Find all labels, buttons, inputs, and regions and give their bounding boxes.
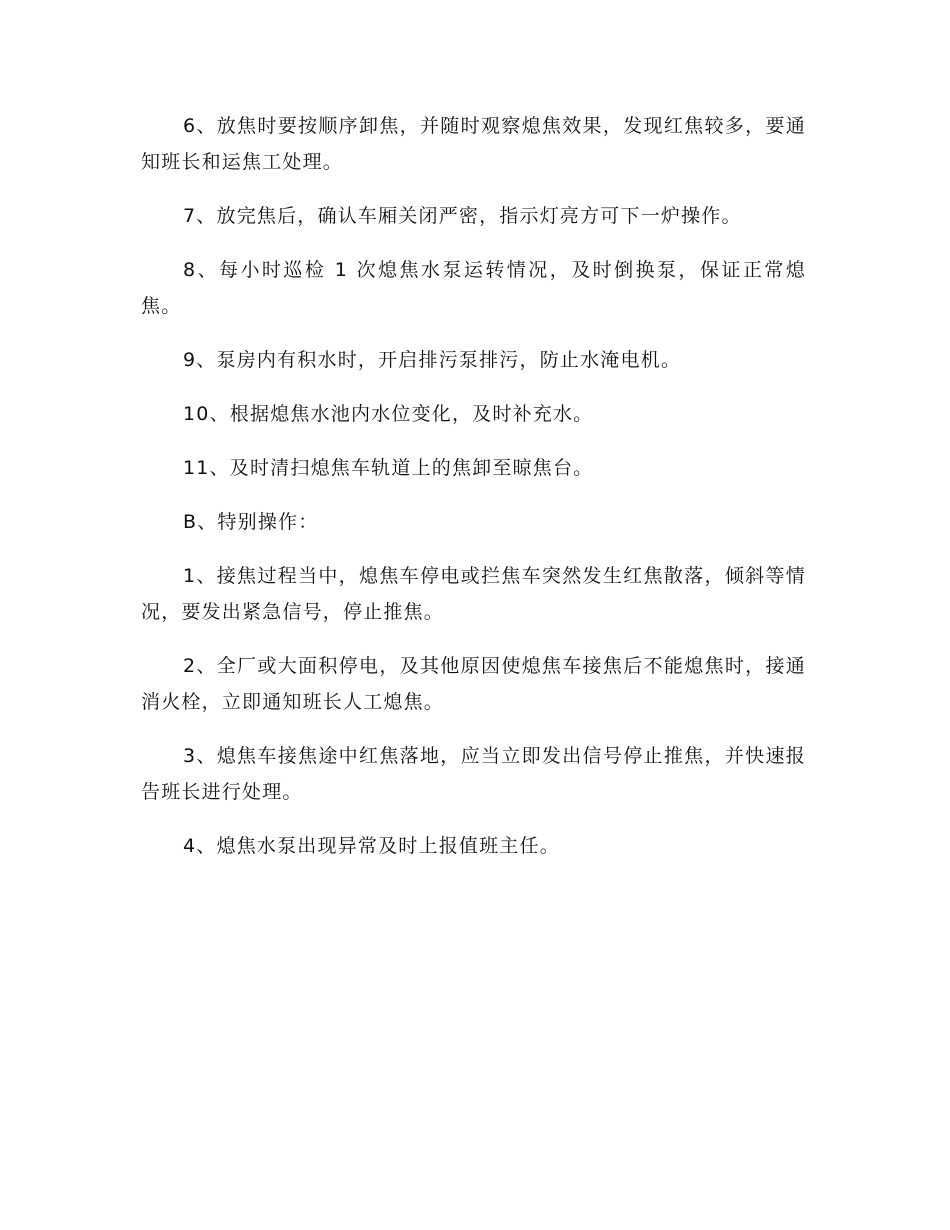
paragraph-6-unloading: 6、放焦时要按顺序卸焦，并随时观察熄焦效果，发现红焦较多，要通知班长和运焦工处理。 bbox=[141, 115, 806, 173]
section-heading-special-operation: B、特别操作： bbox=[183, 511, 319, 533]
paragraph-8-pump-inspection: 8、每小时巡检 1 次熄焦水泵运转情况，及时倒换泵，保证正常熄焦。 bbox=[141, 259, 806, 317]
paragraph-11-track-cleaning: 11、及时清扫熄焦车轨道上的焦卸至晾焦台。 bbox=[183, 457, 594, 479]
special-paragraph-4: 4、熄焦水泵出现异常及时上报值班主任。 bbox=[183, 835, 560, 857]
paragraph-7-after-unloading: 7、放完焦后，确认车厢关闭严密，指示灯亮方可下一炉操作。 bbox=[183, 205, 742, 227]
special-paragraph-3: 3、熄焦车接焦途中红焦落地，应当立即发出信号停止推焦，并快速报告班长进行处理。 bbox=[141, 745, 806, 803]
special-paragraph-2: 2、全厂或大面积停电，及其他原因使熄焦车接焦后不能熄焦时，接通消火栓，立即通知班长人工熄焦。 bbox=[141, 655, 806, 713]
document-body bbox=[141, 108, 806, 882]
paragraph-10-water-level: 10、根据熄焦水池内水位变化，及时补充水。 bbox=[183, 403, 594, 425]
special-paragraph-1: 1、接焦过程当中，熄焦车停电或拦焦车突然发生红焦散落，倾斜等情况，要发出紧急信号，停止推焦。 bbox=[141, 565, 806, 623]
paragraph-9-pump-room-water: 9、泵房内有积水时，开启排污泵排污，防止水淹电机。 bbox=[183, 349, 682, 371]
